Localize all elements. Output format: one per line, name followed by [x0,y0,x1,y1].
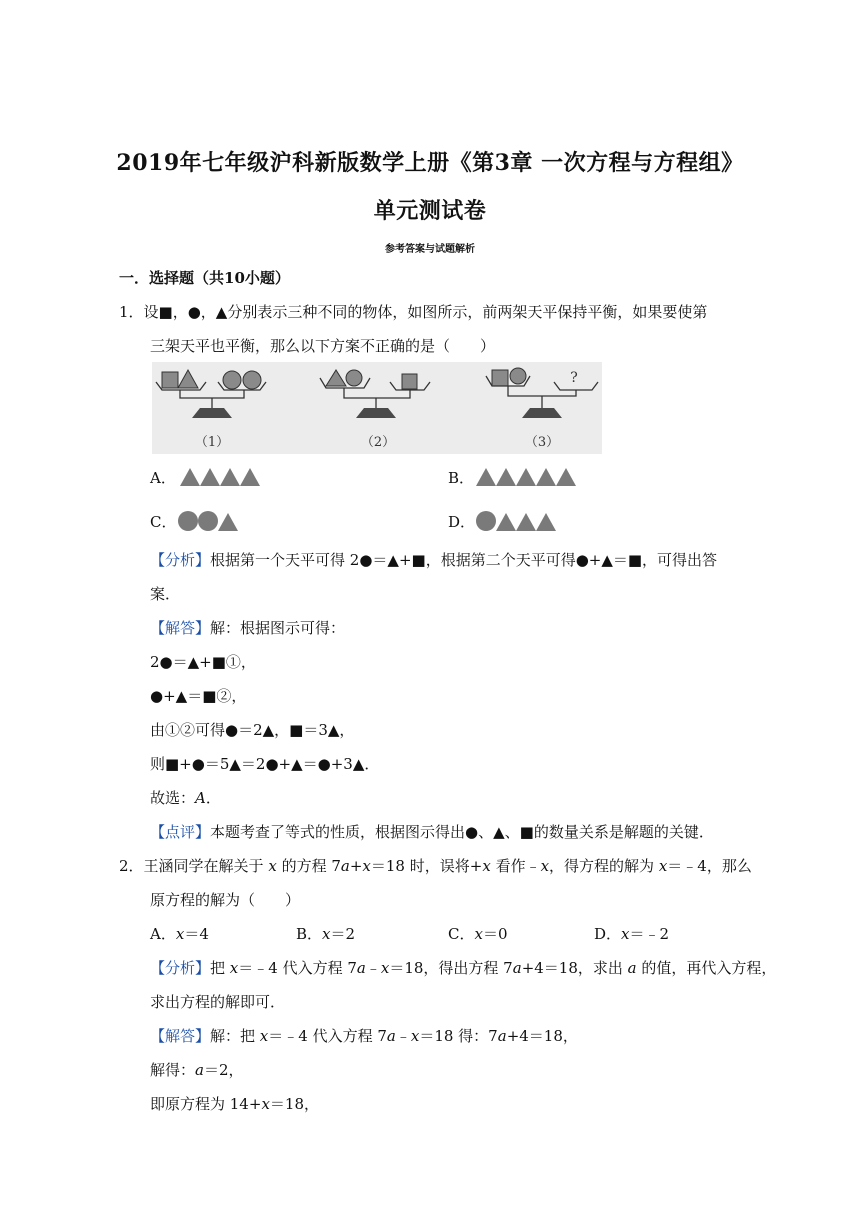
var-x: x [259,1027,269,1045]
solution-tag: 【解答】 [150,1027,211,1045]
q2-stem-seg: 的方程 7 [276,857,341,875]
q2-analysis-seg: 的值，再代入方程， [636,959,777,977]
option-value: ＝﹣2 [629,925,670,943]
var-x: x [482,857,491,875]
q1-analysis-line2: 案． [150,585,181,603]
q1-analysis-text1: 根据第一个天平可得 2●＝▲+■，根据第二个天平可得●+▲＝■，可得出答 [210,551,718,569]
doc-subtitle: 参考答案与试题解析 [385,244,475,255]
triangle-icon [516,513,536,531]
q2-solution-line1 [150,1026,578,1046]
q2-solution-seg: 解得： [150,1061,196,1079]
q2-solution-seg: 解：把 [210,1027,260,1045]
q1-option-b-shapes [476,464,580,488]
var-a: a [356,959,366,977]
solution-tag: 【解答】 [150,619,211,637]
circle-icon [178,511,198,531]
q1-equation-2: ●+▲＝■②， [150,687,247,705]
triangle-icon [516,468,536,486]
q1-stem-line1 [119,302,707,322]
q2-stem-line1 [119,856,752,876]
q2-option-c[interactable] [448,924,508,944]
triangle-icon [180,468,200,486]
q2-solution-line3 [150,1094,319,1114]
var-a: a [340,857,350,875]
q2-analysis-seg: 把 [210,959,230,977]
q1-option-c-label[interactable]: C． [150,513,177,531]
triangle-icon [536,513,556,531]
var-a: a [386,1027,396,1045]
triangle-icon [220,468,240,486]
q2-stem-seg: ，得方程的解为 [549,857,659,875]
q2-analysis-seg: +4＝18，求出 [521,959,628,977]
q2-stem-seg: ＝﹣4，那么 [667,857,752,875]
triangle-icon [536,468,556,486]
circle-icon [223,371,241,389]
q2-solution-seg: 即原方程为 14+ [150,1095,262,1113]
q1-option-a-shapes [180,464,264,488]
var-x: x [362,857,371,875]
q1-stem-text1: 设■，●，▲分别表示三种不同的物体，如图所示，前两架天平保持平衡，如果要使第 [143,303,708,321]
q2-option-d[interactable] [594,924,669,944]
q1-number: 1． [119,303,144,321]
q1-analysis-line1 [150,550,717,570]
var-x: x [621,925,630,943]
var-x: x [229,959,239,977]
fig-label-1: （1） [194,435,230,450]
option-label: A． [150,925,176,943]
q1-answer-suffix: ． [205,789,221,807]
q2-analysis-seg: ＝18，得出方程 7 [389,959,513,977]
doc-title-line2: 单元测试卷 [373,198,487,224]
option-label: D． [594,925,622,943]
question-mark-icon: ? [570,370,578,386]
var-x: x [322,925,331,943]
q1-answer-letter: A [195,789,206,807]
q1-answer [150,788,221,808]
q2-stem-seg: + [349,857,363,875]
analysis-tag: 【分析】 [150,551,211,569]
var-x: x [540,857,550,875]
q1-stem-line2: 三架天平也平衡，那么以下方案不正确的是（ ） [150,337,496,355]
option-label: B． [296,925,323,943]
q2-option-a[interactable] [150,924,209,944]
q1-comment [150,822,714,842]
square-icon [402,374,417,389]
q2-number: 2． [119,857,144,875]
circle-icon [510,368,526,384]
circle-icon [346,370,362,386]
var-a: a [497,1027,507,1045]
var-a: a [627,959,637,977]
q2-solution-seg: ＝﹣4 代入方程 7 [268,1027,387,1045]
option-value: ＝4 [184,925,209,943]
var-x: x [410,1027,420,1045]
q1-solution-intro [150,618,345,638]
q2-analysis-line2: 求出方程的解即可． [150,993,286,1011]
comment-tag: 【点评】 [150,823,211,841]
q2-stem-seg: 王涵同学在解关于 [143,857,269,875]
var-a: a [195,1061,204,1079]
q1-option-b-label[interactable]: B． [448,469,475,487]
option-value: ＝2 [330,925,356,943]
var-x: x [474,925,483,943]
var-x: x [268,857,277,875]
triangle-icon [200,468,220,486]
var-a: a [512,959,522,977]
q1-solution-intro-text: 解：根据图示可得： [210,619,346,637]
q2-analysis-seg: ﹣ [365,959,381,977]
triangle-icon [240,468,260,486]
triangle-icon [218,513,238,531]
circle-icon [198,511,218,531]
q2-solution-seg: ＝18 得：7 [419,1027,498,1045]
triangle-icon [476,468,496,486]
q1-option-d-label[interactable]: D． [448,513,476,531]
circle-icon [476,511,496,531]
balance-scales-figure [152,362,602,454]
q2-solution-line2 [150,1060,244,1080]
q2-stem-seg: ＝18 时，误将+ [370,857,483,875]
var-x: x [175,925,185,943]
q2-solution-seg: +4＝18， [506,1027,578,1045]
square-icon [492,370,508,386]
var-x: x [658,857,668,875]
circle-icon [243,371,261,389]
q2-solution-seg: ﹣ [395,1027,411,1045]
q2-option-b[interactable] [296,924,355,944]
q1-comment-text: 本题考查了等式的性质，根据图示得出●、▲、■的数量关系是解题的关键． [210,823,714,841]
q1-equation-4: 则■+●＝5▲＝2●+▲＝●+3▲． [150,755,380,773]
q2-analysis-line1 [150,958,776,978]
doc-title-line1: 2019年七年级沪科新版数学上册《第3章 一次方程与方程组》 [116,150,744,176]
triangle-icon [556,468,576,486]
q1-option-c-shapes [178,508,242,534]
q1-option-d-shapes [476,508,560,534]
fig-label-2: （2） [360,435,396,450]
fig-label-3: （3） [524,435,560,450]
triangle-icon [496,513,516,531]
q2-solution-seg: ＝18， [269,1095,319,1113]
q1-equation-3: 由①②可得●＝2▲，■＝3▲， [150,721,355,739]
analysis-tag: 【分析】 [150,959,211,977]
section-heading: 一．选择题（共10小题） [119,269,290,287]
q1-option-a-label[interactable]: A． [150,469,176,487]
q2-stem-line2: 原方程的解为（ ） [150,891,301,909]
q2-stem-seg: 看作﹣ [490,857,541,875]
q1-answer-prefix: 故选： [150,789,196,807]
var-x: x [261,1095,270,1113]
q2-analysis-seg: ＝﹣4 代入方程 7 [238,959,357,977]
option-value: ＝0 [482,925,508,943]
q1-equation-1: 2●＝▲+■①， [150,653,256,671]
option-label: C． [448,925,475,943]
var-x: x [380,959,390,977]
triangle-icon [496,468,516,486]
q2-solution-seg: ＝2， [203,1061,244,1079]
square-icon [162,372,178,388]
